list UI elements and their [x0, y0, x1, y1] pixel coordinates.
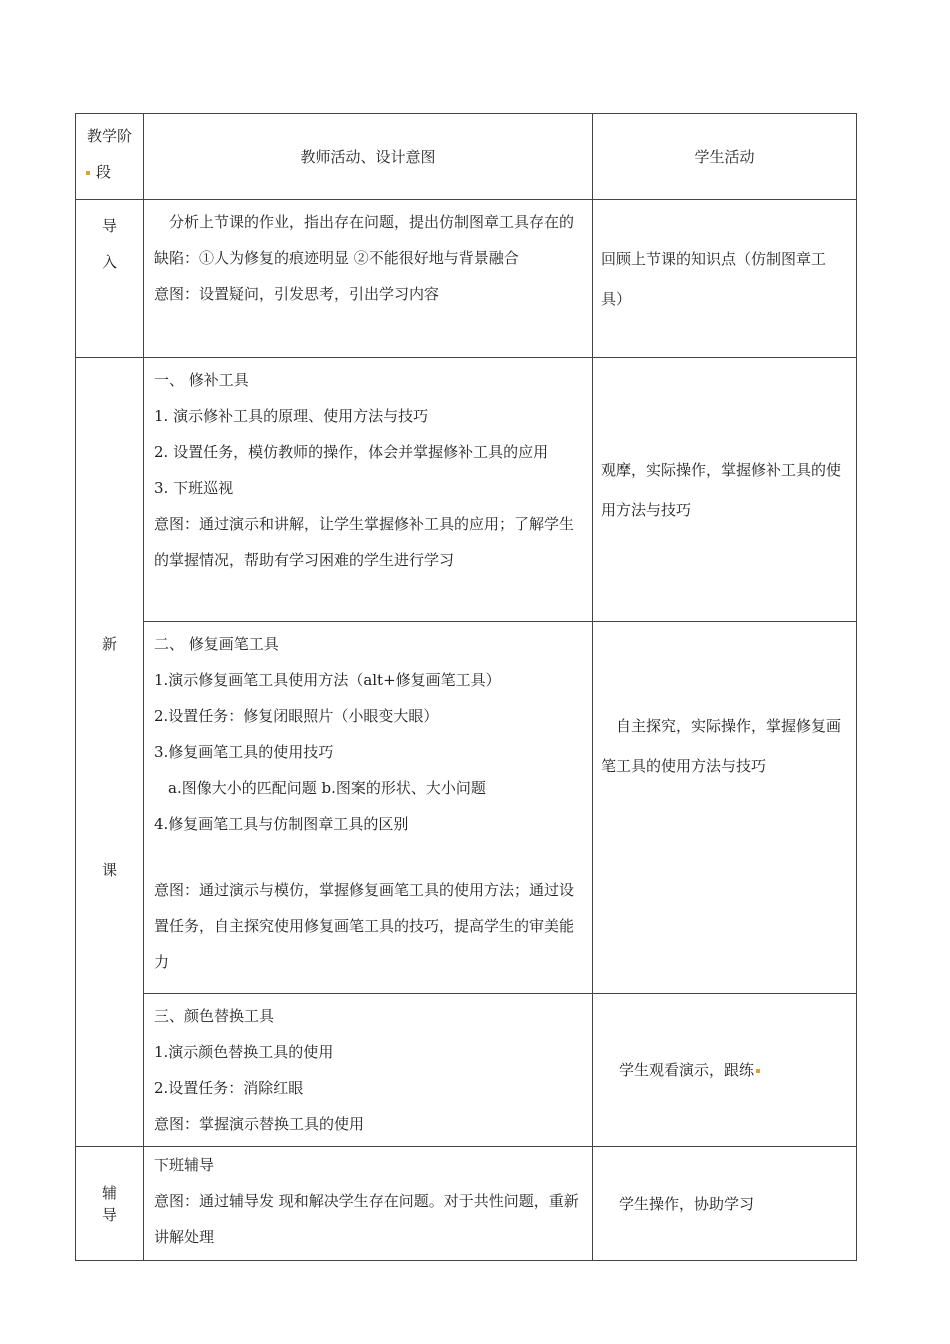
section-1-row [76, 358, 857, 622]
tutoring-row [76, 1147, 857, 1261]
tutoring-stage-char-1: 辅 [101, 1183, 117, 1202]
tutoring-teacher [144, 1147, 593, 1261]
intro-stage-char-1: 导 [101, 217, 117, 235]
new-lesson-stage-char-2: 课 [101, 861, 117, 879]
section-2-teacher [144, 622, 593, 994]
marker-dot [756, 1069, 760, 1073]
section-3-student-text: 学生观看演示，跟练 [619, 1061, 755, 1079]
tutoring-stage-char-2: 导 [101, 1205, 117, 1224]
tutoring-title: 下班辅导 [154, 1156, 215, 1174]
section-1-student: 观摩，实际操作，掌握修补工具的使用方法与技巧 [593, 358, 857, 622]
header-stage [76, 114, 144, 200]
lesson-plan-table [75, 113, 856, 1248]
section-1-item-3: 3. 下班巡视 [154, 479, 234, 497]
intro-row [76, 200, 857, 358]
section-2-row [76, 622, 857, 994]
intro-teacher-line-1: 分析上节课的作业，指出存在问题，提出仿制图章工具存在的缺陷：①人为修复的痕迹明显 ②不能很好地与背景融合 [154, 213, 575, 267]
marker-dot [86, 171, 90, 175]
header-teacher: 教师活动、设计意图 [144, 114, 593, 200]
section-2-item-5: 4.修复画笔工具与仿制图章工具的区别 [154, 815, 409, 833]
header-stage-part2: 段 [96, 163, 112, 181]
section-2-item-2: 2.设置任务：修复闭眼照片（小眼变大眼） [154, 707, 439, 725]
intro-intent: 意图：设置疑问，引发思考，引出学习内容 [154, 285, 440, 303]
section-1-intent: 意图：通过演示和讲解，让学生掌握修补工具的应用；了解学生的掌握情况，帮助有学习困难的学生进行学习 [154, 515, 575, 569]
section-3-teacher [144, 994, 593, 1147]
section-1-item-1: 1. 演示修补工具的原理、使用方法与技巧 [154, 407, 429, 425]
new-lesson-stage-char-1: 新 [101, 635, 117, 653]
section-2-title: 二、 修复画笔工具 [154, 635, 279, 653]
section-3-row [76, 994, 857, 1147]
section-2-student [593, 622, 857, 994]
section-3-item-1: 1.演示颜色替换工具的使用 [154, 1043, 334, 1061]
section-1-teacher [144, 358, 593, 622]
tutoring-intent: 意图：通过辅导发 现和解决学生存在问题。对于共性问题，重新讲解处理 [154, 1192, 579, 1246]
header-stage-part1: 教学阶 [86, 127, 132, 145]
tutoring-student: 学生操作，协助学习 [593, 1147, 857, 1261]
section-1-title: 一、 修补工具 [154, 371, 249, 389]
intro-student: 回顾上节课的知识点（仿制图章工具） [593, 200, 857, 358]
section-3-student [593, 994, 857, 1147]
intro-stage-char-2: 入 [101, 253, 117, 271]
section-2-student-text: 自主探究，实际操作，掌握修复画笔工具的使用方法与技巧 [601, 717, 842, 775]
header-student: 学生活动 [593, 114, 857, 200]
section-3-item-2: 2.设置任务：消除红眼 [154, 1079, 304, 1097]
tutoring-stage [76, 1147, 144, 1261]
section-3-intent: 意图：掌握演示替换工具的使用 [154, 1115, 365, 1133]
intro-teacher [144, 200, 593, 358]
section-2-item-1: 1.演示修复画笔工具使用方法（alt+修复画笔工具） [154, 671, 501, 689]
header-row [76, 114, 857, 200]
section-1-item-2: 2. 设置任务，模仿教师的操作，体会并掌握修补工具的应用 [154, 443, 549, 461]
section-2-intent: 意图：通过演示与模仿，掌握修复画笔工具的使用方法；通过设置任务，自主探究使用修复画笔工具的技巧，提高学生的审美能力 [154, 881, 575, 971]
section-2-item-4: a.图像大小的匹配问题 b.图案的形状、大小问题 [168, 779, 486, 797]
new-lesson-stage [76, 358, 144, 1147]
section-2-item-3: 3.修复画笔工具的使用技巧 [154, 743, 334, 761]
section-3-title: 三、颜色替换工具 [154, 1007, 275, 1025]
intro-stage [76, 200, 144, 358]
